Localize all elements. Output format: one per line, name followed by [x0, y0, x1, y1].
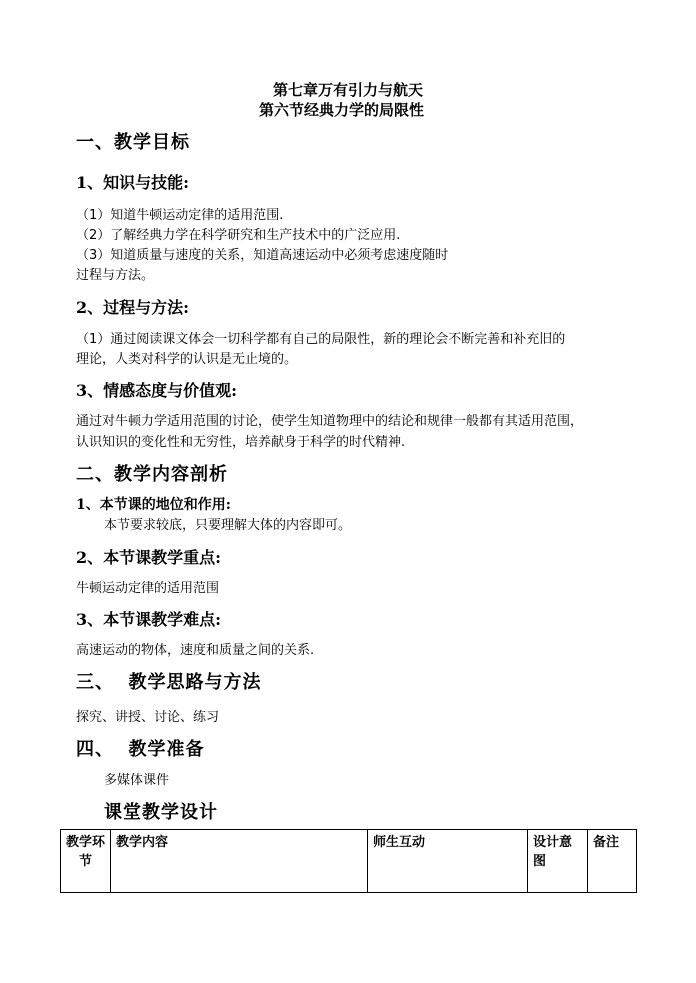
knowledge-item-2: （2）了解经典力学在科学研究和生产技术中的广泛应用. — [76, 228, 401, 243]
section-title: 第六节经典力学的局限性 — [259, 101, 425, 119]
heading-process-method: 2、过程与方法: — [76, 298, 190, 317]
role-text: 本节要求较底，只要理解大体的内容即可。 — [104, 518, 352, 533]
col-header-interaction: 师生互动 — [368, 830, 528, 893]
approach-text: 探究、讲授、讨论、练习 — [76, 710, 220, 725]
heading-role: 1、本节课的地位和作用: — [76, 497, 231, 513]
col-header-stage: 教学环节 — [61, 830, 111, 893]
emotion-line-1: 通过对牛顿力学适用范围的讨论，使学生知道物理中的结论和规律一般都有其适用范围， — [76, 414, 584, 429]
heading-content-analysis: 二、教学内容剖析 — [76, 464, 228, 485]
heading-difficulty: 3、本节课教学难点: — [76, 610, 222, 629]
heading-emotion-values: 3、情感态度与价值观: — [76, 381, 238, 400]
key-point-text: 牛顿运动定律的适用范围 — [76, 581, 220, 596]
process-line-1: （1）通过阅读课文体会一切科学都有自己的局限性，新的理论会不断完善和补充旧的 — [76, 332, 566, 347]
difficulty-text: 高速运动的物体，速度和质量之间的关系. — [76, 643, 315, 658]
emotion-line-2: 认识知识的变化性和无穷性，培养献身于科学的时代精神. — [76, 435, 406, 450]
heading-knowledge-skills: 1、知识与技能: — [76, 173, 190, 192]
heading-key-point: 2、本节课教学重点: — [76, 548, 222, 567]
preparation-text: 多媒体课件 — [104, 773, 170, 788]
process-line-2: 理论，人类对科学的认识是无止境的。 — [76, 352, 298, 367]
heading-teaching-goals: 一、教学目标 — [76, 132, 190, 153]
heading-teaching-approach: 三、 教学思路与方法 — [76, 672, 262, 693]
table-header-row — [61, 830, 637, 893]
col-header-notes: 备注 — [588, 830, 637, 893]
knowledge-item-3: （3）知道质量与速度的关系，知道高速运动中必须考虑速度随时 — [76, 248, 449, 263]
knowledge-item-1: （1）知道牛顿运动定律的适用范围. — [76, 208, 284, 223]
lesson-design-table — [60, 829, 637, 893]
heading-class-design: 课堂教学设计 — [104, 802, 218, 823]
knowledge-item-4: 过程与方法。 — [76, 268, 155, 283]
col-header-content: 教学内容 — [111, 830, 368, 893]
col-header-intent: 设计意图 — [528, 830, 588, 893]
chapter-title: 第七章万有引力与航天 — [273, 81, 424, 99]
heading-preparation: 四、 教学准备 — [76, 739, 205, 760]
